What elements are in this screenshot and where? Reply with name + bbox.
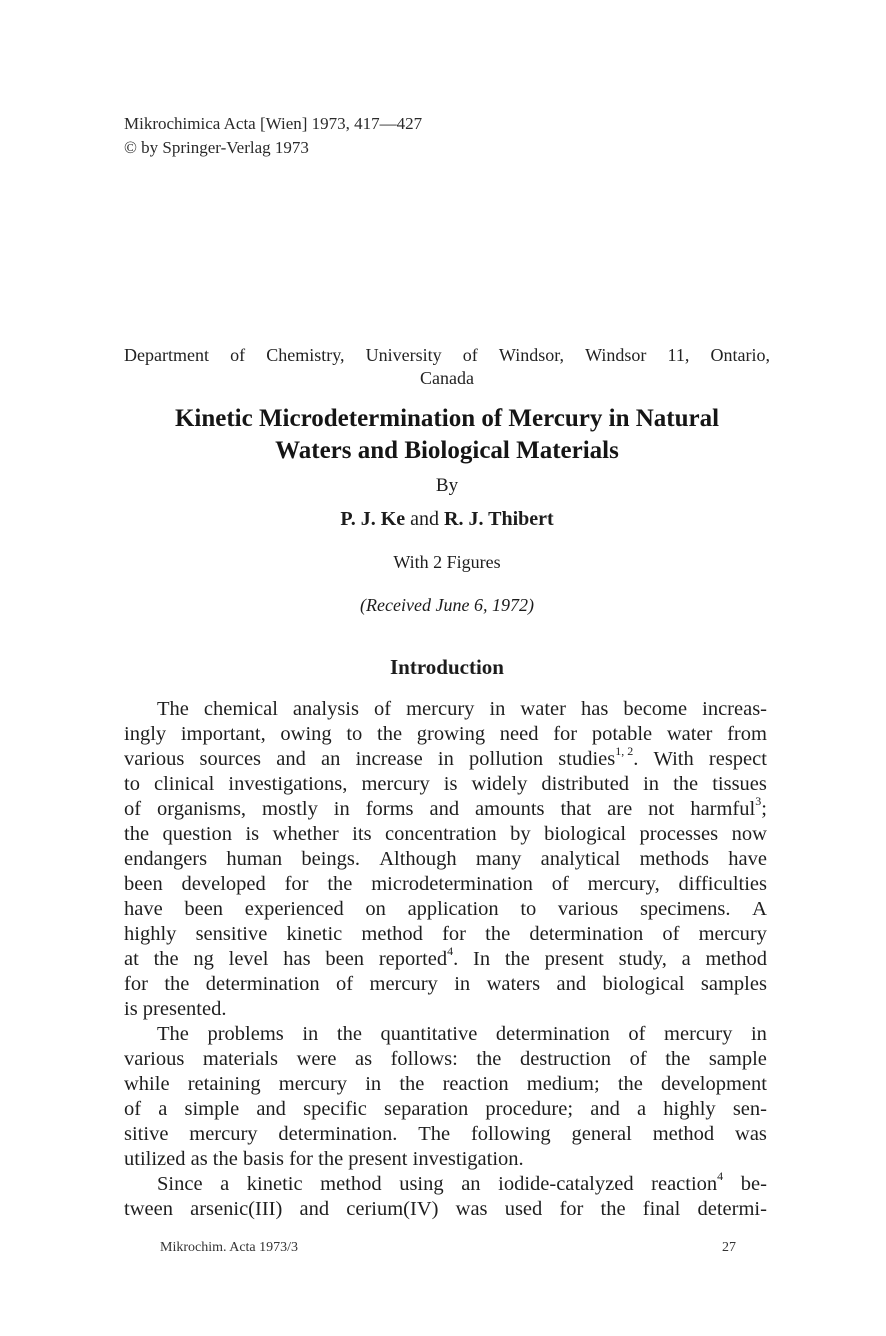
word: Windsor: [585, 345, 647, 365]
word: arsenic(III): [190, 1198, 283, 1220]
word: beings.: [301, 848, 360, 870]
word: University: [365, 345, 442, 365]
footer-journal: Mikrochim. Acta 1973/3: [160, 1240, 299, 1255]
word: follows:: [390, 1048, 458, 1070]
word: waters: [486, 973, 541, 995]
word: been: [325, 948, 365, 970]
word: method: [705, 948, 767, 970]
text-line: [124, 897, 767, 922]
word: Chemistry,: [266, 345, 345, 365]
word: and: [299, 1198, 330, 1220]
text-line: [124, 922, 767, 947]
word: and: [256, 1098, 286, 1120]
word: widely: [471, 773, 528, 795]
word: mercury: [406, 698, 475, 720]
word: has: [580, 698, 609, 720]
word: for: [553, 723, 578, 745]
word: in: [643, 773, 660, 795]
word: been: [124, 873, 163, 895]
word: an: [321, 748, 341, 770]
word: its: [352, 823, 372, 845]
word: in: [454, 973, 471, 995]
word: problems: [207, 1023, 284, 1045]
word: mercury: [189, 1123, 258, 1145]
word: respect: [708, 748, 767, 770]
word: increase: [355, 748, 423, 770]
word: to: [124, 773, 140, 795]
word: forms: [365, 798, 414, 820]
journal-citation: [124, 112, 422, 160]
word: mercury: [698, 923, 767, 945]
word: the: [164, 973, 190, 995]
word: and: [429, 798, 460, 820]
word: the: [504, 948, 530, 970]
affiliation: [124, 344, 770, 390]
word: specific: [303, 1098, 367, 1120]
word: water: [666, 723, 713, 745]
word: of: [629, 1048, 647, 1070]
word: sample: [708, 1048, 767, 1070]
word: the: [476, 1048, 502, 1070]
word: study,: [618, 948, 667, 970]
word: for: [442, 923, 466, 945]
word: sensitive: [195, 923, 268, 945]
word: method: [361, 923, 423, 945]
word: owing: [280, 723, 332, 745]
word: destruction: [519, 1048, 612, 1070]
word: the: [485, 923, 511, 945]
word: of: [628, 1023, 646, 1045]
text-line: utilized as the basis for the present investigation.: [124, 1148, 524, 1170]
article-title: [124, 403, 770, 467]
word: by: [510, 823, 531, 845]
word: general: [571, 1123, 632, 1145]
word: simple: [184, 1098, 240, 1120]
word: Since: [157, 1173, 203, 1195]
text-line: [124, 822, 767, 847]
word: tween: [124, 1198, 173, 1220]
text-line: [124, 772, 767, 797]
word: The: [157, 698, 189, 720]
word: a: [681, 948, 691, 970]
text-line: [124, 1022, 767, 1047]
word: to: [520, 898, 537, 920]
word: be-: [740, 1173, 767, 1195]
word: kinetic: [286, 923, 343, 945]
word: in: [750, 1023, 767, 1045]
word: tissues: [712, 773, 767, 795]
by-label: By: [435, 475, 459, 496]
word: methods: [639, 848, 710, 870]
word: method: [320, 1173, 382, 1195]
received-date: (Received June 6, 1972): [360, 595, 534, 615]
word: concentration: [385, 823, 497, 845]
word: analytical: [540, 848, 621, 870]
word: A: [752, 898, 767, 920]
word: for: [559, 1198, 584, 1220]
affiliation-line-2: Canada: [420, 368, 474, 388]
figures-note: With 2 Figures: [393, 552, 501, 572]
word: increas-: [702, 698, 767, 720]
word: from: [727, 723, 767, 745]
section-heading: Introduction: [390, 655, 504, 679]
word: has: [283, 948, 311, 970]
word: to: [346, 723, 363, 745]
word: an: [461, 1173, 481, 1195]
word: endangers: [124, 848, 208, 870]
word-with-citation: reported$^4$.: [378, 944, 459, 970]
word: The: [418, 1123, 451, 1145]
word: kinetic: [246, 1173, 303, 1195]
word: and: [590, 1098, 620, 1120]
word: of: [336, 973, 354, 995]
word: growing: [416, 723, 486, 745]
word: ng: [193, 948, 214, 970]
word: and: [276, 748, 306, 770]
word: mercury: [278, 1073, 348, 1095]
word: materials: [202, 1048, 279, 1070]
word: is: [245, 823, 260, 845]
word: many: [475, 848, 522, 870]
word: developed: [181, 873, 266, 895]
word: application: [407, 898, 499, 920]
affiliation-line-1: [124, 344, 770, 367]
word: highly: [663, 1098, 716, 1120]
word: the: [673, 773, 699, 795]
word-with-citation: harmful$^3$;: [690, 794, 767, 820]
word: of: [462, 345, 478, 365]
word: sources: [199, 748, 262, 770]
word: sitive: [124, 1123, 169, 1145]
word: human: [226, 848, 283, 870]
word: iodide-catalyzed: [498, 1173, 634, 1195]
word: the: [617, 1073, 643, 1095]
word: mostly: [262, 798, 318, 820]
author-1: P. J. Ke: [340, 508, 406, 530]
word: organisms,: [157, 798, 247, 820]
text-line: [124, 794, 767, 822]
word: retaining: [187, 1073, 261, 1095]
word: mercury: [361, 773, 430, 795]
word: not: [648, 798, 675, 820]
word: present: [544, 948, 604, 970]
word: of: [662, 923, 680, 945]
word: become: [623, 698, 688, 720]
word: samples: [700, 973, 767, 995]
word: final: [642, 1198, 681, 1220]
word: of: [374, 698, 392, 720]
word-with-citation: reaction$^4$: [651, 1169, 724, 1195]
word: have: [124, 898, 163, 920]
title-line-2: Waters and Biological Materials: [275, 437, 619, 464]
text-line: [124, 972, 767, 997]
word: of: [551, 873, 569, 895]
word: are: [607, 798, 633, 820]
page-footer: [124, 1240, 770, 1256]
page-number: 27: [722, 1240, 736, 1255]
word: sen-: [732, 1098, 767, 1120]
word: is: [443, 773, 458, 795]
word: on: [365, 898, 386, 920]
word: determi-: [697, 1198, 767, 1220]
body-text: [124, 697, 767, 1222]
text-line: [124, 1072, 767, 1097]
word: determination: [205, 973, 320, 995]
word: were: [296, 1048, 337, 1070]
word: the: [600, 1198, 626, 1220]
word: mercury: [664, 1023, 733, 1045]
word: Windsor,: [498, 345, 564, 365]
copyright-line: © by Springer-Verlag 1973: [124, 138, 309, 157]
word: of: [124, 798, 142, 820]
word: in: [437, 748, 454, 770]
word: microdetermination: [371, 873, 533, 895]
word: potable: [591, 723, 653, 745]
word: medium;: [526, 1073, 600, 1095]
word: biological: [602, 973, 685, 995]
word: determination: [495, 1023, 610, 1045]
word: cerium(IV): [346, 1198, 439, 1220]
word: determination.: [278, 1123, 398, 1145]
word: using: [399, 1173, 444, 1195]
word: development: [661, 1073, 767, 1095]
word: clinical: [154, 773, 215, 795]
word: been: [184, 898, 224, 920]
word: for: [124, 973, 148, 995]
word: chemical: [203, 698, 278, 720]
word: analysis: [292, 698, 359, 720]
word: was: [735, 1123, 767, 1145]
word: water: [520, 698, 566, 720]
word: ingly: [124, 723, 167, 745]
word: the: [336, 1023, 362, 1045]
word: have: [728, 848, 767, 870]
word: was: [455, 1198, 488, 1220]
word: in: [333, 798, 350, 820]
journal-line: Mikrochimica Acta [Wien] 1973, 417—427: [124, 114, 423, 133]
word: The: [157, 1023, 189, 1045]
word: question: [162, 823, 232, 845]
text-line: [124, 847, 767, 872]
word-with-citation: studies$^{1, 2}$.: [558, 744, 639, 770]
text-line: [124, 1197, 767, 1222]
text-line: [124, 1097, 767, 1122]
word: mercury: [369, 973, 438, 995]
word: now: [731, 823, 767, 845]
word: of: [230, 345, 246, 365]
word: used: [504, 1198, 543, 1220]
word: mercury,: [587, 873, 660, 895]
title-line-1: Kinetic Microdetermination of Mercury in Natural: [174, 405, 720, 432]
word: the: [124, 823, 150, 845]
word: various: [124, 1048, 185, 1070]
word: method: [652, 1123, 715, 1145]
word: a: [636, 1098, 647, 1120]
text-line: [124, 722, 767, 747]
word: in: [489, 698, 506, 720]
word: level: [228, 948, 269, 970]
word: Department: [124, 345, 209, 365]
word: in: [365, 1073, 382, 1095]
word: 11,: [667, 345, 690, 365]
author-conjunction: and: [410, 508, 440, 530]
word: reaction: [442, 1073, 509, 1095]
word: important,: [180, 723, 266, 745]
word: whether: [272, 823, 339, 845]
word: processes: [639, 823, 719, 845]
word: and: [556, 973, 587, 995]
word: the: [327, 873, 353, 895]
author-2: R. J. Thibert: [444, 508, 554, 530]
citation-superscript: 1, 2: [615, 744, 634, 759]
text-line: [124, 1169, 767, 1197]
word: while: [124, 1073, 170, 1095]
authors: [124, 506, 770, 532]
word: Although: [379, 848, 457, 870]
word: Ontario,: [710, 345, 770, 365]
word: distributed: [541, 773, 630, 795]
word: the: [377, 723, 403, 745]
word: In: [473, 948, 491, 970]
text-line: [124, 744, 767, 772]
word: biological: [544, 823, 627, 845]
word: a: [158, 1098, 168, 1120]
text-line: [124, 872, 767, 897]
text-line: [124, 944, 767, 972]
word: investigations,: [228, 773, 348, 795]
text-line: [124, 1122, 767, 1147]
word: as: [354, 1048, 373, 1070]
text-line: [124, 697, 767, 722]
word: for: [284, 873, 309, 895]
word: specimens.: [639, 898, 731, 920]
word: pollution: [469, 748, 544, 770]
citation-superscript: 4: [717, 1169, 724, 1184]
word: that: [560, 798, 592, 820]
word: the: [665, 1048, 691, 1070]
citation-superscript: 4: [447, 944, 454, 959]
word: the: [399, 1073, 425, 1095]
word: various: [557, 898, 619, 920]
word: various: [124, 748, 185, 770]
word: difficulties: [678, 873, 767, 895]
word: With: [653, 748, 694, 770]
word: experienced: [244, 898, 344, 920]
word: of: [124, 1098, 142, 1120]
word: separation: [384, 1098, 469, 1120]
text-line: is presented.: [124, 998, 227, 1020]
word: in: [302, 1023, 319, 1045]
word: procedure;: [485, 1098, 574, 1120]
word: following: [470, 1123, 551, 1145]
text-line: [124, 1047, 767, 1072]
word: determination: [529, 923, 644, 945]
word: quantitative: [380, 1023, 478, 1045]
word: at: [124, 948, 139, 970]
word: highly: [124, 923, 177, 945]
word: the: [153, 948, 179, 970]
word: amounts: [475, 798, 545, 820]
word: a: [220, 1173, 230, 1195]
word: need: [499, 723, 539, 745]
citation-superscript: 3: [755, 794, 762, 809]
